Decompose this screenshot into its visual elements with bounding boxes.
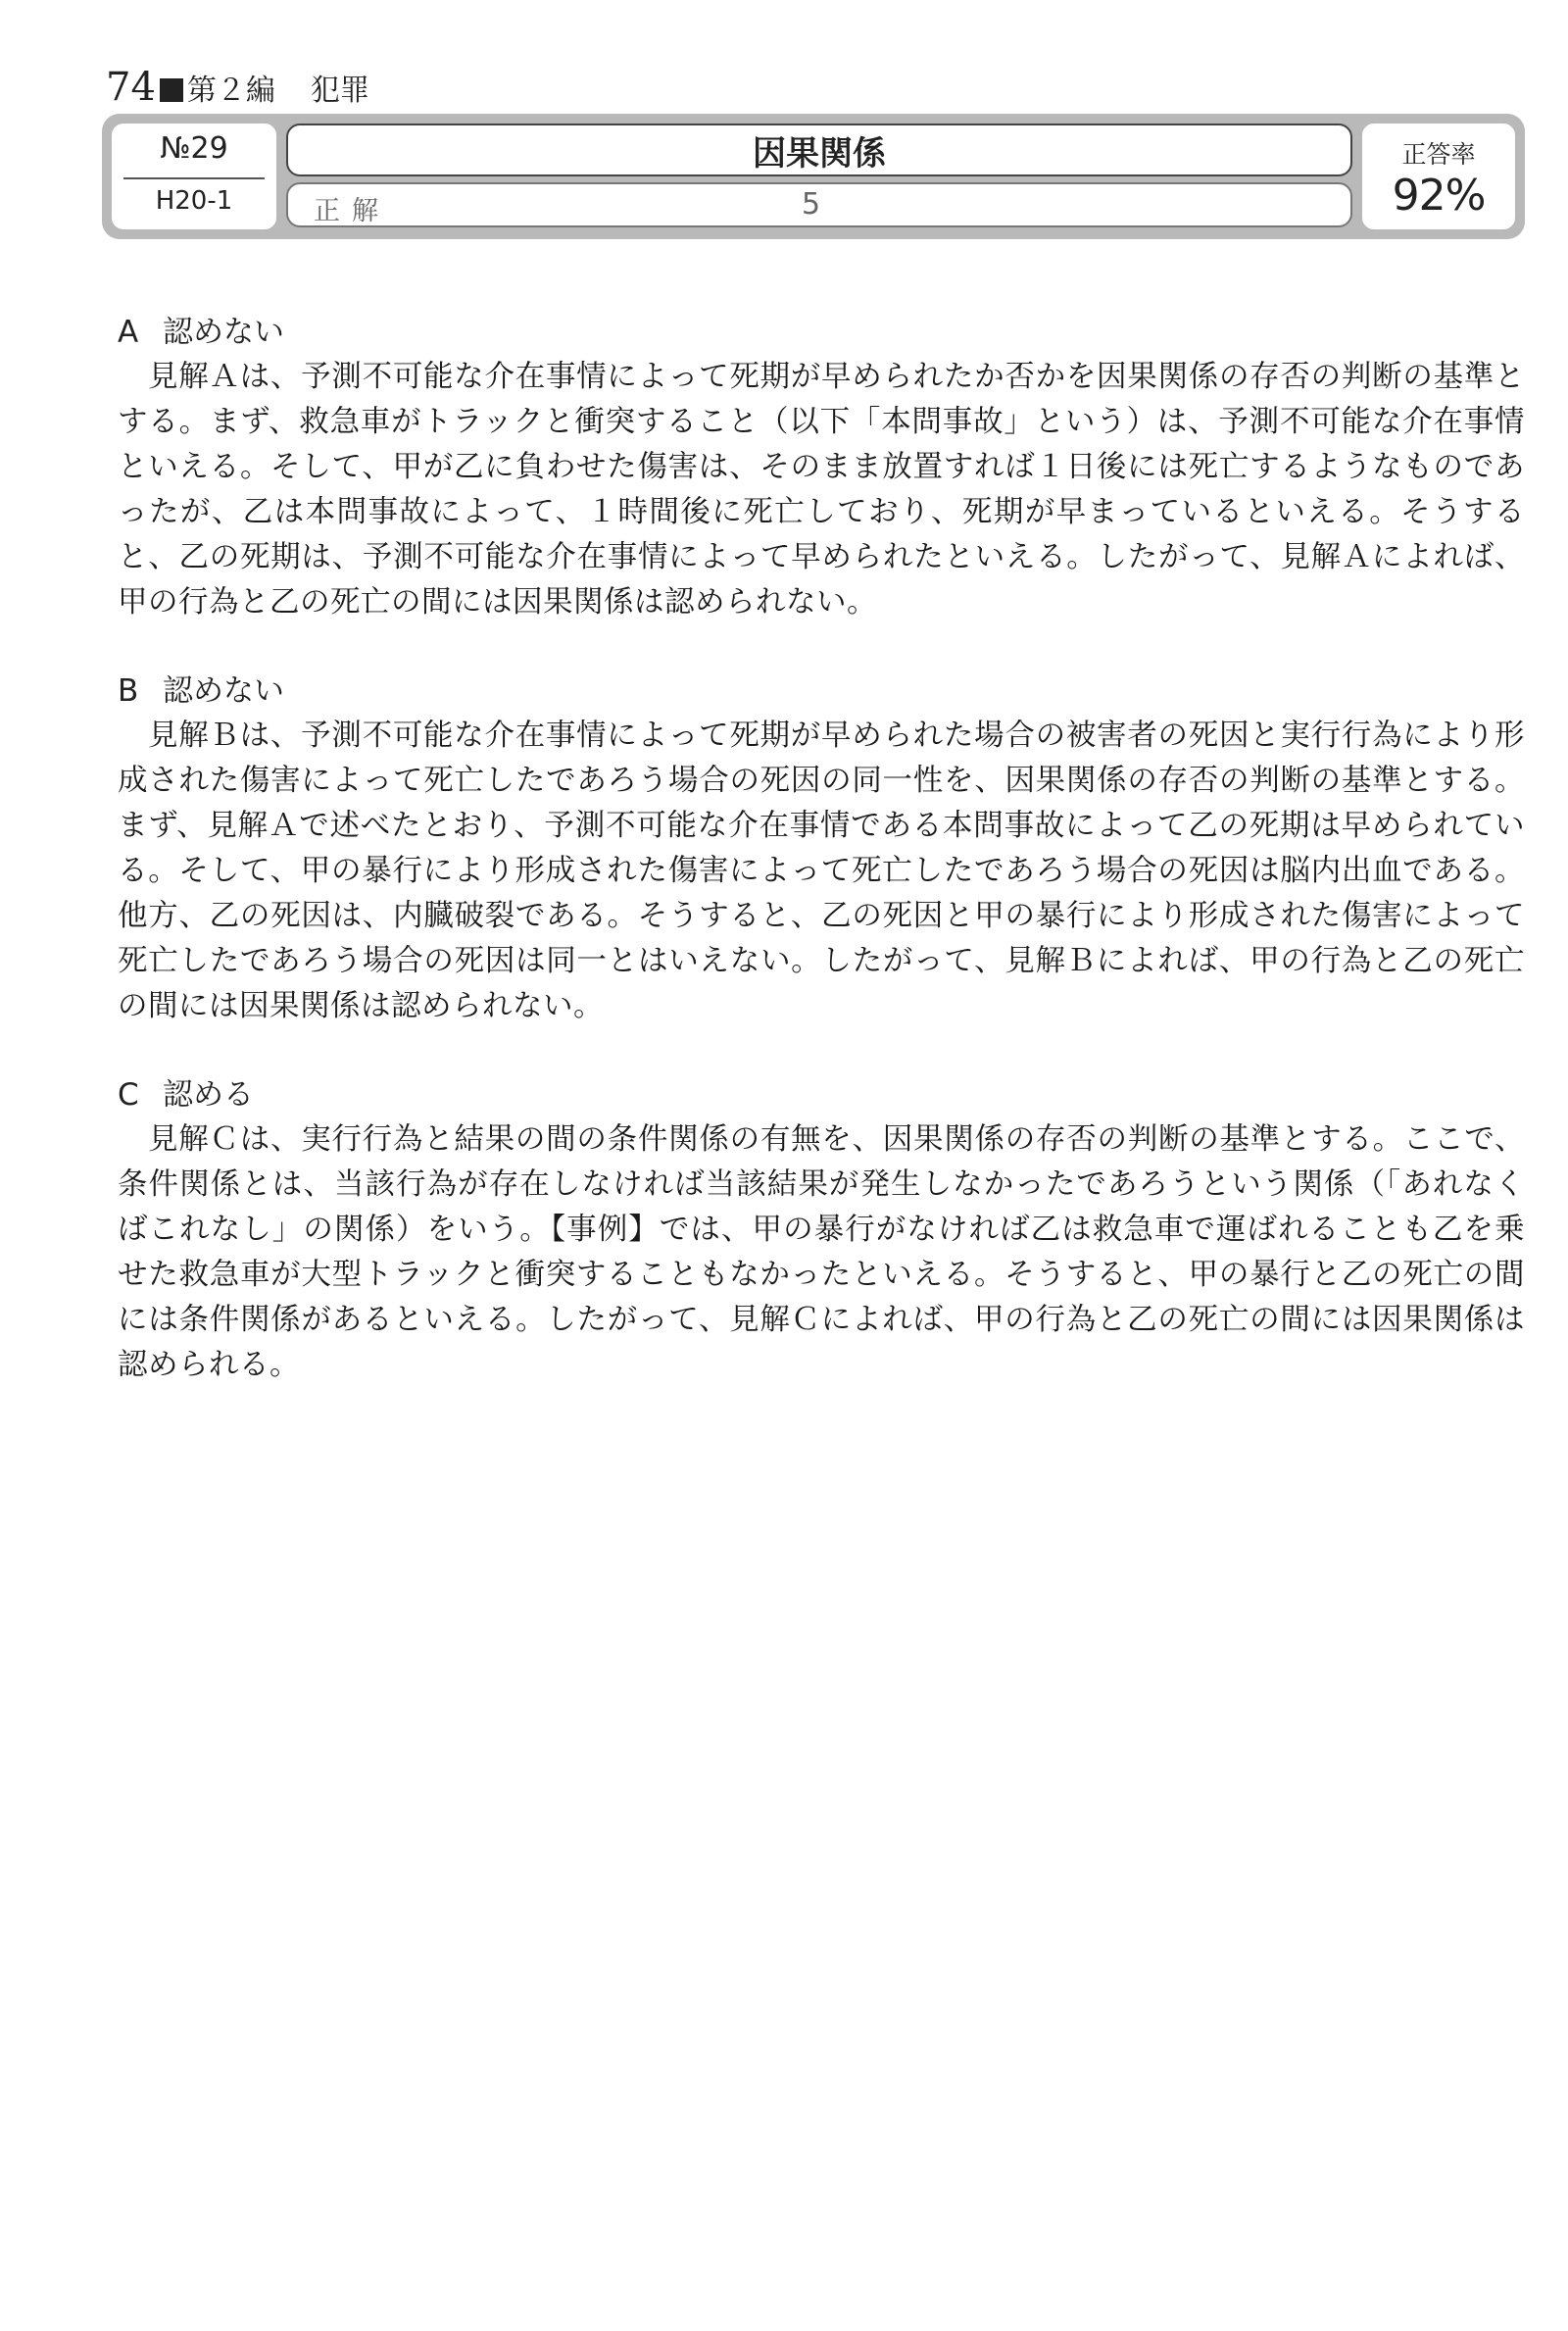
question-title: 因果関係 xyxy=(286,124,1352,176)
chapter-label: 犯罪 xyxy=(310,74,369,108)
section-verdict: 認めない xyxy=(163,315,284,350)
running-header xyxy=(106,65,369,112)
correct-rate-panel xyxy=(1362,124,1515,229)
part-label: 第２編 xyxy=(186,74,275,108)
section-body: 見解Ａは、予測不可能な介在事情によって死期が早められたか否かを因果関係の存否の判断の基準とする。まず、救急車がトラックと衝突すること（以下「本問事故」という）は、予測不可能な介在事情といえる。そして、甲が乙に負わせた傷害は、そのまま放置すれば１日後には死亡するようなものであったが、乙は本問事故によって、１時間後に死亡しており、死期が早まっているといえる。そうすると、乙の死期は、予測不可能な介在事情によって早められたといえる。したがって、見解Ａによれば、甲の行為と乙の死亡の間には因果関係は認められない。 xyxy=(118,360,1525,620)
section-heading xyxy=(118,669,1525,714)
answer-value: 5 xyxy=(802,187,821,222)
section-a xyxy=(118,310,1525,625)
section-heading xyxy=(118,1072,1525,1117)
section-letter: C xyxy=(118,1077,139,1113)
question-id-panel xyxy=(112,124,276,229)
answer-bar xyxy=(286,182,1352,227)
section-body: 見解Ｂは、予測不可能な介在事情によって死期が早められた場合の被害者の死因と実行行為により形成された傷害によって死亡したであろう場合の死因の同一性を、因果関係の存否の判断の基準とする。まず、見解Ａで述べたとおり、予測不可能な介在事情である本問事故によって乙の死期は早められている。そして、甲の暴行により形成された傷害によって死亡したであろう場合の死因は脳内出血である。他方、乙の死因は、内臓破裂である。そうすると、乙の死因と甲の暴行により形成された傷害によって死亡したであろう場合の死因は同一とはいえない。したがって、見解Ｂによれば、甲の行為と乙の死亡の間には因果関係は認められない。 xyxy=(118,719,1525,1023)
section-letter: A xyxy=(118,315,139,350)
section-body: 見解Ｃは、実行行為と結果の間の条件関係の有無を、因果関係の存否の判断の基準とする。ここで、条件関係とは、当該行為が存在しなければ当該結果が発生しなかったであろうという関係（「あれなくばこれなし」の関係）をいう。【事例】では、甲の暴行がなければ乙は救急車で運ばれることも乙を乗せた救急車が大型トラックと衝突することもなかったといえる。そうすると、甲の暴行と乙の死亡の間には条件関係があるといえる。したがって、見解Ｃによれば、甲の行為と乙の死亡の間には因果関係は認められる。 xyxy=(118,1122,1525,1382)
page-number: 74 xyxy=(106,65,156,110)
section-b xyxy=(118,669,1525,1029)
answer-label: 正解 xyxy=(314,196,390,226)
explanation-content xyxy=(118,310,1525,1431)
section-verdict: 認めない xyxy=(163,673,284,709)
question-header-box xyxy=(102,114,1525,239)
correct-rate-value: 92% xyxy=(1392,171,1486,221)
header-square-mark xyxy=(160,78,183,102)
question-number: №29 xyxy=(160,131,228,166)
section-c xyxy=(118,1072,1525,1388)
section-verdict: 認める xyxy=(163,1077,254,1113)
section-letter: B xyxy=(118,673,139,709)
section-heading xyxy=(118,310,1525,355)
question-id-divider xyxy=(123,177,265,179)
correct-rate-label: 正答率 xyxy=(1401,140,1476,169)
question-year-code: H20-1 xyxy=(155,186,233,216)
